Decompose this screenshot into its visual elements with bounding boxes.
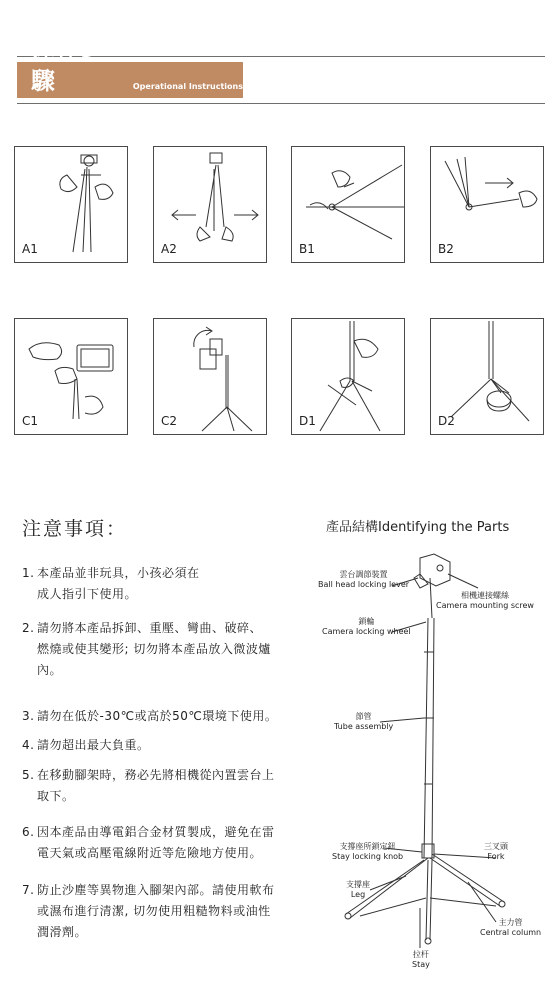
step-panel-b2 — [430, 146, 544, 263]
note-item: 5. 在移動腳架時，務必先將相機從內置雲台上 取下。 — [22, 768, 275, 803]
part-label-leg: 支撐座 Leg — [346, 880, 370, 899]
step-label: D2 — [438, 414, 455, 428]
note-item: 6. 因本產品由導電鋁合金材質製成，避免在雷 電天氣或高壓電線附近等危險地方使用。 — [22, 825, 275, 860]
step-label: A1 — [22, 242, 38, 256]
step-panel-d2 — [430, 318, 544, 435]
step-label: C1 — [22, 414, 39, 428]
part-label-locking-wheel: 鎖輪 Camera locking wheel — [322, 617, 411, 636]
note-item: 2. 請勿將本產品拆卸、重壓、彎曲、破碎、 燃燒或使其變形; 切勿將本產品放入微波爐 內。 — [22, 621, 271, 677]
part-label-mounting-screw: 相機連接螺絲 Camera mounting screw — [436, 591, 534, 610]
step-panel-c1 — [14, 318, 128, 435]
section-header — [17, 33, 545, 104]
part-label-fork: 三叉頭 Fork — [484, 842, 508, 861]
step-label: D1 — [299, 414, 316, 428]
note-item: 4. 請勿超出最大負重。 — [22, 738, 150, 752]
note-item: 1. 本產品並非玩具，小孩必須在 成人指引下使用。 — [22, 566, 200, 601]
step-panel-c2 — [153, 318, 267, 435]
notes-title: 注意事項： — [22, 518, 128, 540]
header-tab — [17, 33, 243, 98]
note-item: 7. 防止沙塵等異物進入腳架內部。請使用軟布 或濕布進行清潔, 切勿使用粗糙物料或油性 潤滑劑。 — [22, 883, 275, 939]
step-panel-a2 — [153, 146, 267, 263]
header-subtitle: Operational Instructions — [132, 82, 243, 91]
parts-title: 產品結構Identifying the Parts — [326, 520, 510, 535]
step-panel-b1 — [291, 146, 405, 263]
step-label: C2 — [161, 414, 178, 428]
note-item: 3. 請勿在低於-30℃或高於50℃環境下使用。 — [22, 709, 278, 723]
step-label: B1 — [299, 242, 315, 256]
header-title: 操作步驟 — [31, 33, 106, 95]
step-panel-d1 — [291, 318, 405, 435]
part-label-stay-locking-knob: 支撐座所鎖定鈕 Stay locking knob — [332, 842, 404, 861]
step-panel-a1 — [14, 146, 128, 263]
step-label: A2 — [161, 242, 177, 256]
part-label-ball-head: 雲台調節裝置 Ball head locking lever — [318, 570, 410, 589]
tripod-diagram — [300, 548, 550, 978]
part-label-stay: 拉杆 Stay — [412, 950, 430, 969]
part-label-central-column: 主力管 Central column — [480, 918, 542, 937]
part-label-tube-assembly: 節管 Tube assembly — [334, 712, 394, 731]
step-label: B2 — [438, 242, 454, 256]
